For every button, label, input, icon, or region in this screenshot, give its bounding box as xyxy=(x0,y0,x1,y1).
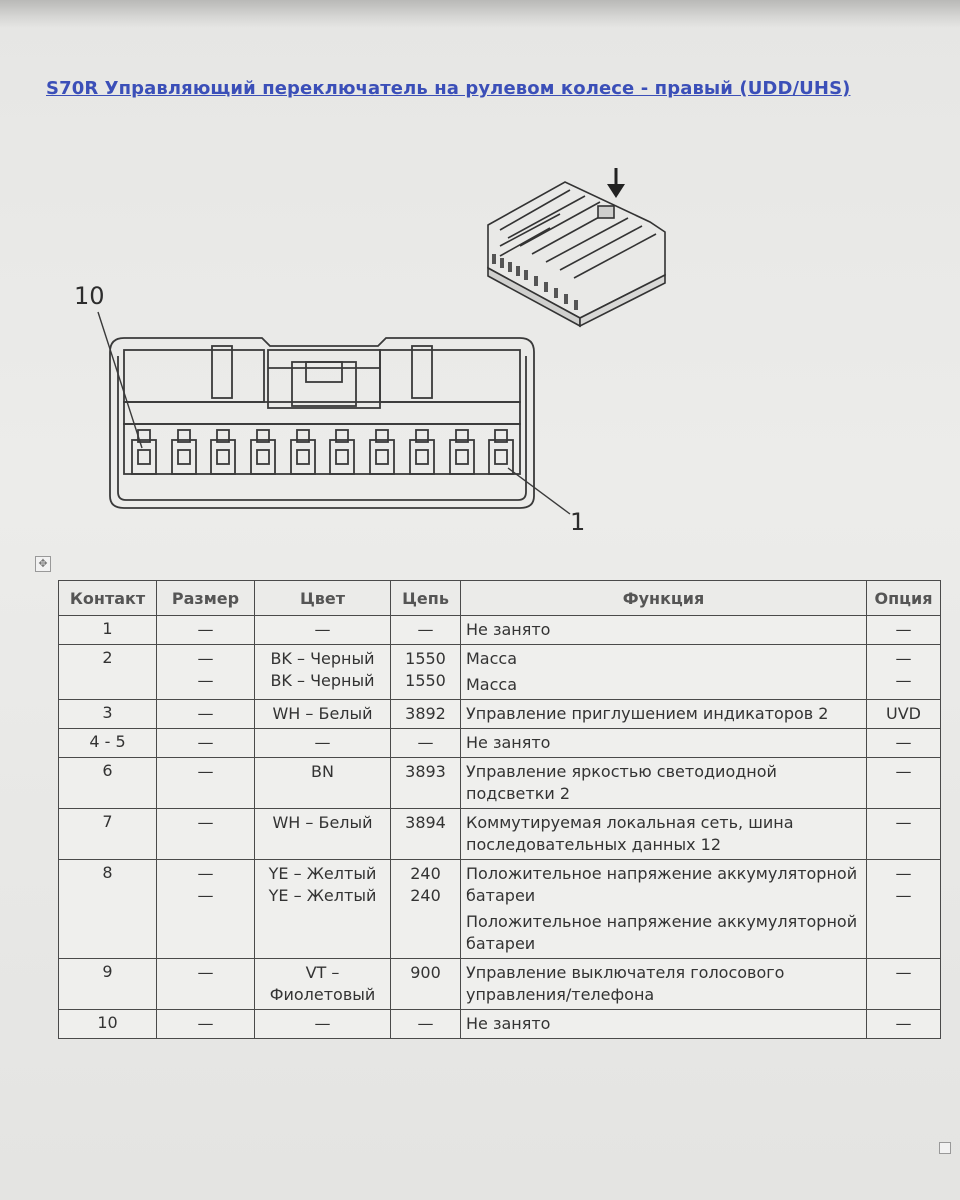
cell-option-value: — xyxy=(895,733,912,752)
cell-option xyxy=(867,1010,941,1039)
header-circuit: Цепь xyxy=(391,581,461,616)
header-option: Опция xyxy=(867,581,941,616)
cell-size xyxy=(157,860,255,959)
cell-function-value: Управление яркостью светодиодной подсветки 2 xyxy=(466,762,777,803)
cell-circuit-value: 3894 xyxy=(405,813,446,832)
table-row xyxy=(59,860,941,959)
cell-circuit xyxy=(391,645,461,700)
cell-function-value: Не занято xyxy=(466,1014,551,1033)
cell-function xyxy=(461,758,867,809)
cell-color xyxy=(255,729,391,758)
cell-function xyxy=(461,860,867,959)
cell-circuit xyxy=(391,616,461,645)
cell-circuit-value: 900 xyxy=(410,963,441,982)
cell-circuit-value: 3893 xyxy=(405,762,446,781)
cell-circuit xyxy=(391,729,461,758)
header-function: Функция xyxy=(461,581,867,616)
cell-option xyxy=(867,616,941,645)
cell-function-value: Не занято xyxy=(466,620,551,639)
header-size: Размер xyxy=(157,581,255,616)
table-move-handle-icon[interactable]: ✥ xyxy=(35,556,51,572)
cell-contact: 3 xyxy=(59,700,157,729)
cell-color-value: YE – Желтый xyxy=(268,864,377,883)
table-header-row xyxy=(59,581,941,616)
cell-option xyxy=(867,860,941,959)
cell-size-value: — xyxy=(197,620,214,639)
cell-circuit-value: 3892 xyxy=(405,704,446,723)
cell-color xyxy=(255,700,391,729)
cell-color-value: — xyxy=(314,1014,331,1033)
cell-circuit xyxy=(391,1010,461,1039)
cell-color-value: BK – Черный xyxy=(270,649,375,668)
cell-size xyxy=(157,616,255,645)
cell-color-value: WH – Белый xyxy=(272,813,373,832)
cell-function-value: Положительное напряжение аккумуляторной батареи xyxy=(466,912,858,953)
arrow-down-icon xyxy=(607,168,625,198)
connector-3d-illustration xyxy=(488,182,665,326)
cell-option xyxy=(867,729,941,758)
cell-function xyxy=(461,1010,867,1039)
cell-option-value: — xyxy=(895,620,912,639)
header-contact: Контакт xyxy=(59,581,157,616)
cell-function xyxy=(461,959,867,1010)
cell-contact: 2 xyxy=(59,645,157,700)
table-row xyxy=(59,758,941,809)
cell-size xyxy=(157,700,255,729)
cell-contact: 1 xyxy=(59,616,157,645)
cell-function xyxy=(461,700,867,729)
cell-color xyxy=(255,645,391,700)
cell-color xyxy=(255,809,391,860)
cell-size-value: — xyxy=(197,886,214,905)
cell-option xyxy=(867,645,941,700)
cell-circuit-value: — xyxy=(417,620,434,639)
cell-circuit xyxy=(391,959,461,1010)
cell-contact: 6 xyxy=(59,758,157,809)
cell-size xyxy=(157,959,255,1010)
table-row xyxy=(59,700,941,729)
pin-label-10: 10 xyxy=(74,282,105,310)
cell-color xyxy=(255,616,391,645)
cell-size-value: — xyxy=(197,649,214,668)
cell-option-value: UVD xyxy=(886,704,921,723)
cell-function xyxy=(461,616,867,645)
table-row xyxy=(59,809,941,860)
cell-function-value: Положительное напряжение аккумуляторной батареи xyxy=(466,864,858,905)
cell-color-value: YE – Желтый xyxy=(268,886,377,905)
cell-color-value: — xyxy=(314,620,331,639)
cell-function-value: Масса xyxy=(466,675,518,694)
cell-color xyxy=(255,1010,391,1039)
cell-circuit-value: 240 xyxy=(410,886,441,905)
header-color: Цвет xyxy=(255,581,391,616)
cell-contact: 4 - 5 xyxy=(59,729,157,758)
cell-option-value: — xyxy=(895,864,912,883)
cell-circuit xyxy=(391,860,461,959)
connector-pins xyxy=(132,430,513,474)
cell-circuit-value: 240 xyxy=(410,864,441,883)
cell-function xyxy=(461,729,867,758)
cell-function-value: Коммутируемая локальная сеть, шина последовательных данных 12 xyxy=(466,813,794,854)
cell-contact: 8 xyxy=(59,860,157,959)
cell-function-value: Масса xyxy=(466,649,518,668)
cell-option-value: — xyxy=(895,963,912,982)
cell-size-value: — xyxy=(197,733,214,752)
cell-size xyxy=(157,729,255,758)
cell-size xyxy=(157,809,255,860)
cell-option-value: — xyxy=(895,649,912,668)
cell-size-value: — xyxy=(197,963,214,982)
cell-option-value: — xyxy=(895,762,912,781)
cell-option xyxy=(867,959,941,1010)
cell-color xyxy=(255,860,391,959)
cell-size-value: — xyxy=(197,762,214,781)
cell-size xyxy=(157,1010,255,1039)
connector-front-view xyxy=(98,312,570,514)
cell-size-value: — xyxy=(197,813,214,832)
cell-size xyxy=(157,758,255,809)
cell-circuit-value: — xyxy=(417,1014,434,1033)
cell-color-value: BK – Черный xyxy=(270,671,375,690)
cell-size-value: — xyxy=(197,864,214,883)
cell-option xyxy=(867,758,941,809)
table-row xyxy=(59,616,941,645)
cell-size-value: — xyxy=(197,671,214,690)
cell-option xyxy=(867,700,941,729)
cell-circuit xyxy=(391,809,461,860)
cell-circuit-value: 1550 xyxy=(405,671,446,690)
cell-option-value: — xyxy=(895,671,912,690)
cell-size-value: — xyxy=(197,704,214,723)
cell-size xyxy=(157,645,255,700)
cell-color xyxy=(255,758,391,809)
cell-function-value: Не занято xyxy=(466,733,551,752)
cell-circuit-value: 1550 xyxy=(405,649,446,668)
table-resize-handle[interactable] xyxy=(939,1142,951,1154)
cell-color-value: — xyxy=(314,733,331,752)
cell-contact: 10 xyxy=(59,1010,157,1039)
page-title-link[interactable]: S70R Управляющий переключатель на рулевом колесе - правый (UDD/UHS) xyxy=(46,78,851,99)
cell-color-value: VT – Фиолетовый xyxy=(269,963,376,1004)
cell-function xyxy=(461,645,867,700)
cell-option xyxy=(867,809,941,860)
cell-function-value: Управление приглушением индикаторов 2 xyxy=(466,704,829,723)
cell-option-value: — xyxy=(895,813,912,832)
cell-function xyxy=(461,809,867,860)
cell-size-value: — xyxy=(197,1014,214,1033)
cell-contact: 9 xyxy=(59,959,157,1010)
cell-option-value: — xyxy=(895,1014,912,1033)
cell-color-value: BN xyxy=(311,762,334,781)
table-row xyxy=(59,1010,941,1039)
pin-label-1: 1 xyxy=(570,508,586,536)
table-row xyxy=(59,959,941,1010)
table-row xyxy=(59,729,941,758)
connector-diagram xyxy=(0,150,960,550)
cell-circuit xyxy=(391,700,461,729)
cell-function-value: Управление выключателя голосового управления/телефона xyxy=(466,963,785,1004)
cell-circuit-value: — xyxy=(417,733,434,752)
cell-contact: 7 xyxy=(59,809,157,860)
top-edge-shadow xyxy=(0,0,960,28)
table-row xyxy=(59,645,941,700)
cell-option-value: — xyxy=(895,886,912,905)
pinout-table xyxy=(58,580,941,1039)
cell-circuit xyxy=(391,758,461,809)
cell-color-value: WH – Белый xyxy=(272,704,373,723)
cell-color xyxy=(255,959,391,1010)
